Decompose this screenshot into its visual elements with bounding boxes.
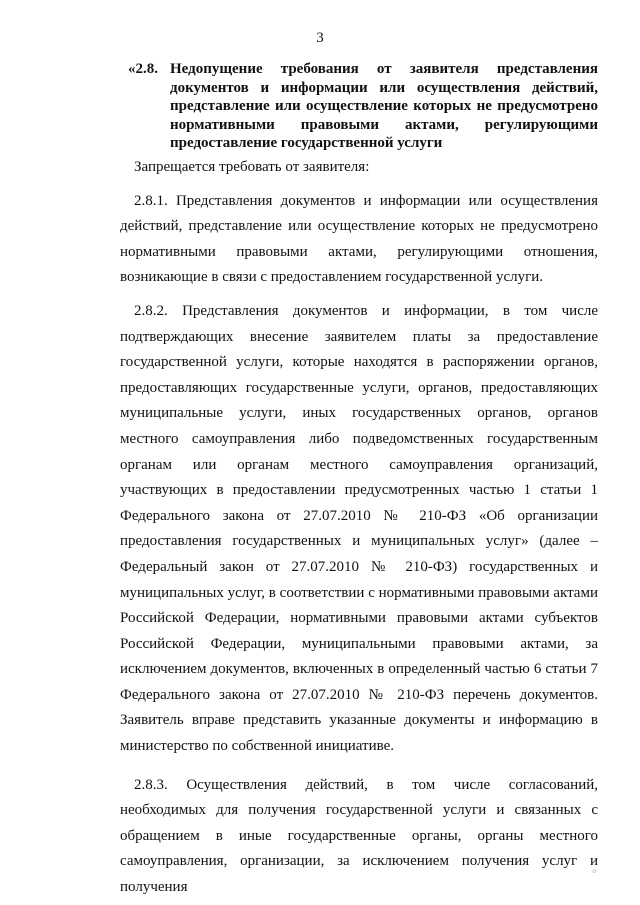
section-title-last-line: предоставление государственной услуги bbox=[170, 135, 443, 152]
intro-text: Запрещается требовать от заявителя: bbox=[134, 159, 370, 175]
paragraph-2-8-2: 2.8.2. Представления документов и информации, в том числе подтверждающих внесение заявителем платы за предоставление государственной услуги, которые находятся в распоряжении органов, предоставляющих государственные услуги, органов, предоставляющих муниципальные услуги, иных государственных органов, органов местного самоуправления либо подведомственных государственным органам или органам местного самоуправления организаций, участвующих в предоставлении предусмотренных частью 1 статьи 1 Федерального закона от 27.07.2010 № 210-ФЗ «Об организации предоставления государственных и муниципальных услуг» (далее – Федеральный закон от 27.07.2010 № 210-ФЗ) государственных и муниципальных услуг, в соответствии с нормативными правовыми актами Российской Федерации, нормативными правовыми актами субъектов Российской Федерации, муниципальными правовыми актами, за исключением документов, включенных в определенный частью 6 статьи 7 Федерального закона от 27.07.2010 № 210-ФЗ перечень документов. Заявитель вправе представить указанные документы и информацию в министерство по собственной инициативе. bbox=[120, 302, 598, 755]
section-number: «2.8. bbox=[128, 61, 158, 77]
corner-mark: ⁰ bbox=[592, 868, 596, 878]
paragraph-2-8-1: 2.8.1. Представления документов и информации или осуществления действий, представление или осуществление которых не предусмотрено нормативными правовыми актами, регулирующими отношения, возникающие в связи с предоставлением государственной услуги. bbox=[120, 192, 598, 286]
document-body bbox=[120, 155, 598, 901]
section-title bbox=[170, 60, 598, 153]
paragraph-2-8-3: 2.8.3. Осуществления действий, в том числе согласований, необходимых для получения государственной услуги и связанных с обращением в иные государственные органы, органы местного самоуправления, организации, за исключением получения услуг и получения bbox=[120, 776, 598, 896]
section-title-text: Недопущение требования от заявителя представления документов и информации или осуществления действий, представление или осуществление которых не предусмотрено нормативными правовыми актами, регулирующими bbox=[170, 61, 598, 133]
page-number: 3 bbox=[316, 30, 324, 46]
section-heading bbox=[128, 60, 598, 153]
